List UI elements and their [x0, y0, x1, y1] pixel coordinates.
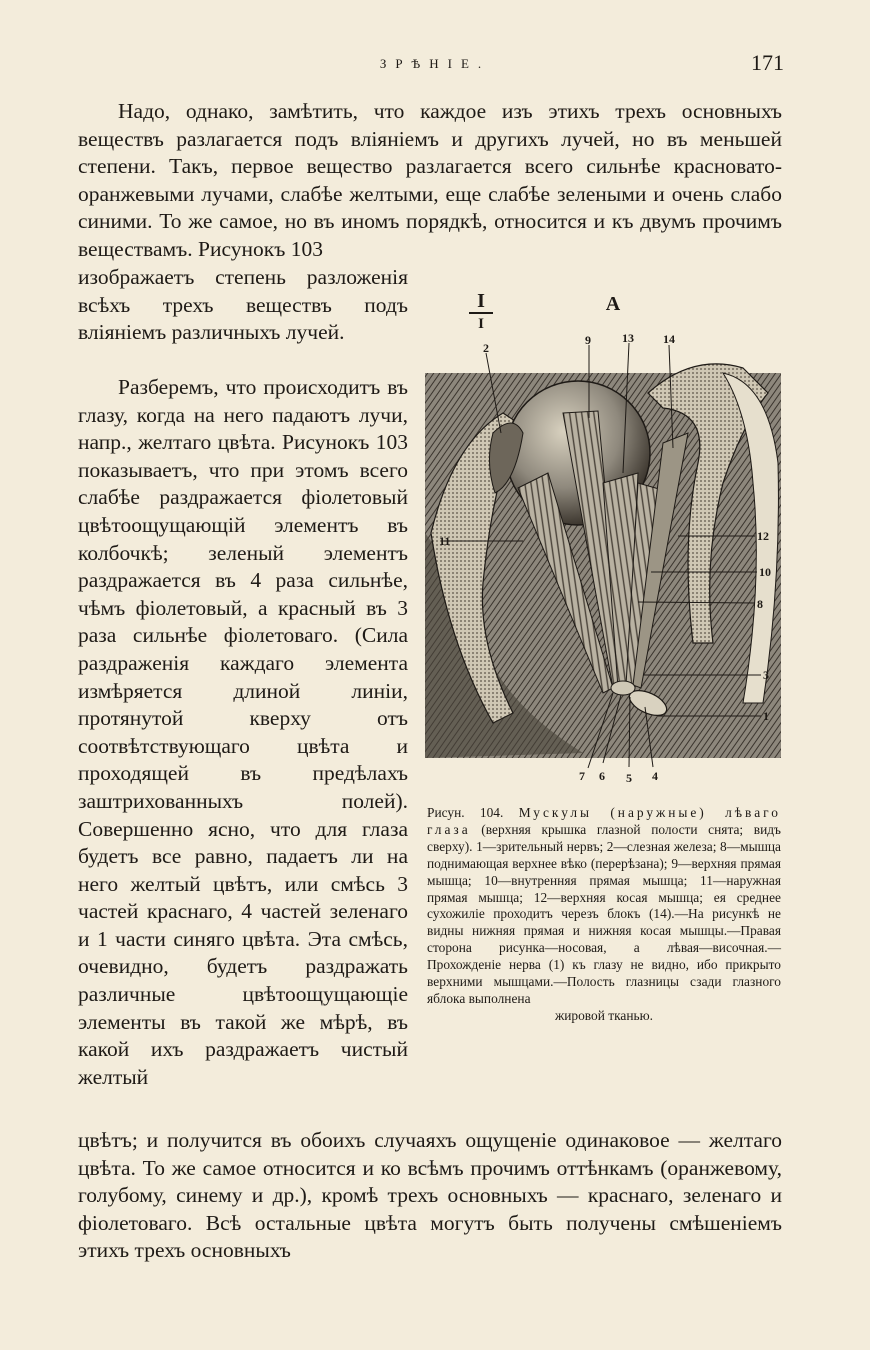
label-8: 8 [757, 597, 763, 611]
paragraph-2-narrow: Разберемъ, что происходитъ въ глазу, когда на него падаютъ лучи, напр., желтаго цвѣта. Рисунокъ 103 показываетъ, что при этомъ всего слабѣе раздражается фіолетовый цвѣтоощущающій элементъ въ колбочкѣ; зеленый элементъ раздражается въ 4 раза сильнѣе, чѣмъ фіолетовый, а красный въ 3 раза сильнѣе фіолетоваго. (Сила раздраженія каждаго элемента измѣряется длиной линіи, протянутой кверху отъ соотвѣтствующаго цвѣта и проходящей въ предѣлахъ заштрихованныхъ полей). Совершенно ясно, что для глаза будетъ все равно, падаетъ ли на него желтый цвѣтъ, или смѣсь 3 частей краснаго, 4 частей зеленаго и 1 части синяго цвѣта. Эта смѣсь, очевидно, будетъ раздражать различные цвѣтоощущающіе элементы въ такой же мѣрѣ, въ какой ихъ раздражаетъ чистый желтый [78, 375, 408, 1089]
label-11: 11 [439, 534, 451, 548]
paragraph-1-full: Надо, однако, замѣтить, что каждое изъ этихъ трехъ основныхъ веществъ разлагается подъ вліяніемъ и другихъ лучей, но въ меньшей степени. Такъ, первое вещество разлагается всего сильнѣе красновато-оранжевыми лучами, слабѣе желтыми, еще слабѣе зелеными и очень слабо синими. То же самое, но въ иномъ порядкѣ, относится и къ двумъ прочимъ веществамъ. Рисунокъ 103 [78, 99, 782, 261]
label-12: 12 [757, 529, 769, 543]
label-2: 2 [483, 341, 489, 355]
label-1: 1 [763, 709, 769, 723]
figure-caption [427, 805, 781, 1025]
running-title: ЗРѢНІЕ. [379, 56, 491, 71]
caption-title: Мускулы (наружные) лѣваго глаза [427, 805, 781, 837]
label-5: 5 [626, 771, 632, 785]
caption-prefix: Рисун. 104. [427, 805, 504, 820]
figure-heading-left-sub: I [478, 316, 484, 332]
running-head [0, 50, 870, 80]
label-7: 7 [579, 769, 585, 783]
figure-heading-left: I [477, 290, 485, 312]
caption-body: (верхняя крышка глазной полости снята; видъ сверху). 1—зрительный нервъ; 2—слезная железа; 8—мышца поднимающая верхнее вѣко (перерѣзана); 9—верхняя прямая мышца; 10—внутренняя прямая мышца; 11—наружная прямая мышца; 12—верхняя косая мышца; ея среднее сухожиліе проходитъ черезъ блокъ (14).—На рисункѣ не видны нижняя прямая и нижняя косая мышцы.—Правая сторона рисунка—носовая, а лѣвая—височная.—Прохожденіе нерва (1) къ глазу не видно, ибо прикрыто верхними мышцами.—Полость глазницы сзади глазного яблока выполнена [427, 821, 781, 1006]
label-13: 13 [622, 331, 634, 345]
label-4: 4 [652, 769, 658, 783]
page-number: 171 [751, 50, 784, 75]
figure-104 [423, 283, 783, 803]
label-3: 3 [763, 668, 769, 682]
eye-muscles-illustration [423, 283, 783, 803]
figure-heading-right: A [605, 293, 621, 315]
label-6: 6 [599, 769, 605, 783]
label-9: 9 [585, 333, 591, 347]
label-14: 14 [663, 332, 675, 346]
muscle-origin-ring [611, 681, 635, 695]
caption-last-line: жировой тканью. [555, 1007, 653, 1023]
paragraph-2-full: цвѣтъ; и получится въ обоихъ случаяхъ ощущеніе одинаковое — желтаго цвѣта. То же самое относится и ко всѣмъ прочимъ оттѣнкамъ (оранжевому, голубому, синему и др.), кромѣ трехъ основныхъ — краснаго, зеленаго и фіолетоваго. Всѣ остальные цвѣта могутъ быть получены смѣшеніемъ этихъ трехъ основныхъ [78, 1128, 782, 1263]
paragraph-1-narrow: изображаетъ степень разложенія всѣхъ трехъ веществъ подъ вліяніемъ различныхъ лучей. [78, 265, 408, 345]
label-10: 10 [759, 565, 771, 579]
